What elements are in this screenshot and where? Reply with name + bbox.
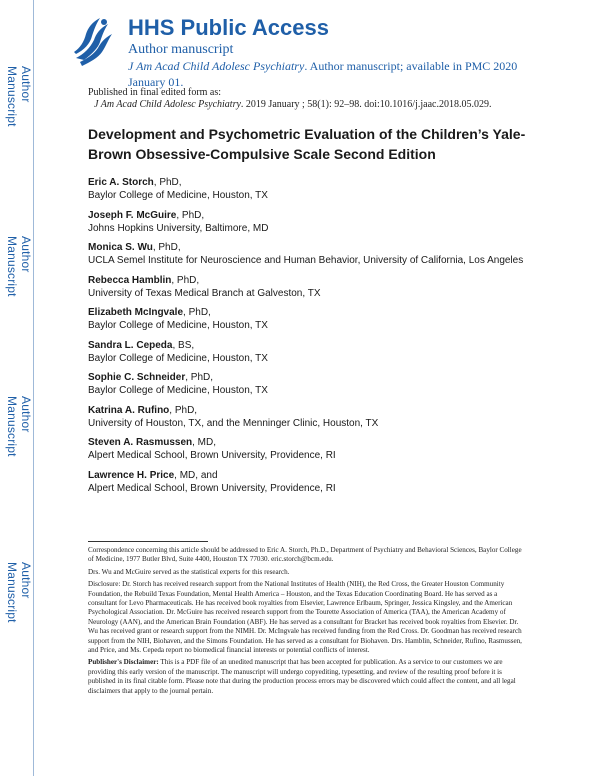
author-name: Steven A. Rasmussen [88, 437, 193, 448]
author-affiliation: UCLA Semel Institute for Neuroscience and Human Behavior, University of California, Los Angeles [88, 255, 524, 266]
publication-journal: J Am Acad Child Adolesc Psychiatry [94, 99, 241, 110]
author-entry [88, 209, 528, 235]
author-manuscript-side-label: Author Manuscript [5, 562, 33, 623]
author-affiliation: Alpert Medical School, Brown University, Providence, RI [88, 482, 336, 494]
publisher-disclaimer [88, 658, 528, 696]
author-entry [88, 306, 528, 332]
author-affiliation: Baylor College of Medicine, Houston, TX [88, 352, 268, 364]
author-degree: , PhD, [169, 404, 198, 416]
author-degree: , PhD, [185, 372, 214, 383]
author-affiliation: University of Houston, TX, and the Menninger Clinic, Houston, TX [88, 417, 379, 429]
author-name: Elizabeth McIngvale [88, 307, 184, 318]
author-affiliation: Johns Hopkins University, Baltimore, MD [88, 222, 269, 234]
publisher-disclaimer-label: Publisher's Disclaimer: [88, 658, 159, 667]
author-degree: , BS, [172, 339, 195, 351]
footnotes [88, 546, 528, 699]
author-entry [88, 176, 528, 202]
author-name: Joseph F. McGuire [88, 209, 177, 221]
author-entry [88, 339, 528, 365]
author-degree: , PhD, [171, 274, 200, 286]
author-name: Sandra L. Cepeda [88, 339, 173, 351]
author-entry [88, 371, 528, 397]
published-form-label: Published in final edited form as: [88, 87, 222, 98]
publisher-disclaimer-text: This is a PDF file of an unedited manuscript that has been accepted for publication. As a service to our customers we are providing this early version of the manuscript. The manuscript will undergo copyediting, typesetting, and review of the resulting proof before it is published in its final citable form. Please note that during the production process errors may be discovered which could affect the content, and all legal disclaimers that apply to the journal pertain. [88, 658, 516, 695]
author-degree: , MD, and [174, 469, 218, 481]
author-entry [88, 469, 528, 495]
author-degree: , PhD, [176, 209, 205, 221]
author-name: Eric A. Storch [88, 177, 154, 188]
author-name: Katrina A. Rufino [88, 404, 170, 416]
margin-divider [33, 0, 34, 776]
author-entry [88, 274, 528, 300]
author-name: Lawrence H. Price [88, 469, 175, 481]
author-entry [88, 241, 528, 267]
author-entry [88, 436, 528, 462]
header-subtitle: Author manuscript [128, 42, 234, 57]
correspondence-note: Correspondence concerning this article should be addressed to Eric A. Storch, Ph.D., Department of Psychiatry and Behavioral Sciences, Baylor College of Medicine, 1977 Butler Blvd, Suite 4400, Houston TX 77030. eric.storch@bcm.edu. [88, 546, 522, 564]
author-name: Sophie C. Schneider [88, 372, 186, 383]
author-entry [88, 404, 528, 430]
author-manuscript-side-label: Author Manuscript [5, 396, 33, 457]
author-affiliation: Baylor College of Medicine, Houston, TX [88, 320, 268, 331]
footnote-divider [88, 541, 208, 542]
disclosure-note: Disclosure: Dr. Storch has received research support from the National Institutes of Health (NIH), the Red Cross, the Greater Houston Community Foundation, the Rebuild Texas Foundation, Mental Health America – Houston, and the Texas Education Coordinating Board. He has served as a consultant for Levo Pharmaceuticals. He has received book royalties from Elsevier, Lawrence Erlbaum, Springer, Jessica Kingsley, and the American Psychological Association. Dr. McGuire has received research support from the Tourette Association of America (TAA), the American Academy of Neurology (AAN), and the American Brain Foundation (ABF). He has served as a consultant for Bracket has received book royalties from Elsevier. Dr. Wu has received grant or research support from the NIMH. Dr. McIngvale has received funding from the Red Cross. Dr. Goodman has received research support from the NIH, Biohaven, and the Simons Foundation. He has served as a consultant for Biohaven. Drs. Hamblin, Schneider, Rufino, Rasmussen, and Price, and Ms. Cepeda report no biomedical financial interests or potential conflicts of interest. [88, 580, 522, 655]
author-affiliation: Baylor College of Medicine, Houston, TX [88, 190, 268, 201]
author-list [88, 176, 528, 501]
author-degree: , PhD, [152, 242, 181, 253]
author-affiliation: Alpert Medical School, Brown University, Providence, RI [88, 450, 336, 461]
author-affiliation: Baylor College of Medicine, Houston, TX [88, 385, 268, 396]
hhs-eagle-logo-icon [70, 14, 118, 70]
statistics-note: Drs. Wu and McGuire served as the statistical experts for this research. [88, 567, 290, 576]
author-name: Monica S. Wu [88, 242, 153, 253]
publication-details: . 2019 January ; 58(1): 92–98. doi:10.1016/j.jaac.2018.05.029. [240, 99, 492, 110]
author-affiliation: University of Texas Medical Branch at Galveston, TX [88, 287, 321, 299]
author-name: Rebecca Hamblin [88, 274, 172, 286]
author-degree: , PhD, [183, 307, 211, 318]
header-journal[interactable]: J Am Acad Child Adolesc Psychiatry [128, 59, 305, 73]
header-citation [128, 58, 528, 90]
header-availability: . Author manuscript; available in PMC 2020 January 01. [128, 59, 518, 89]
header-title: HHS Public Access [128, 15, 329, 40]
article-title: Development and Psychometric Evaluation of the Children’s Yale-Brown Obsessive-Compulsive Scale Second Edition [88, 126, 526, 162]
author-degree: , MD, [192, 437, 217, 448]
publication-citation [94, 99, 491, 111]
author-degree: , PhD, [153, 177, 182, 188]
author-manuscript-side-label: Author Manuscript [5, 236, 33, 297]
author-manuscript-side-label: Author Manuscript [5, 66, 33, 127]
